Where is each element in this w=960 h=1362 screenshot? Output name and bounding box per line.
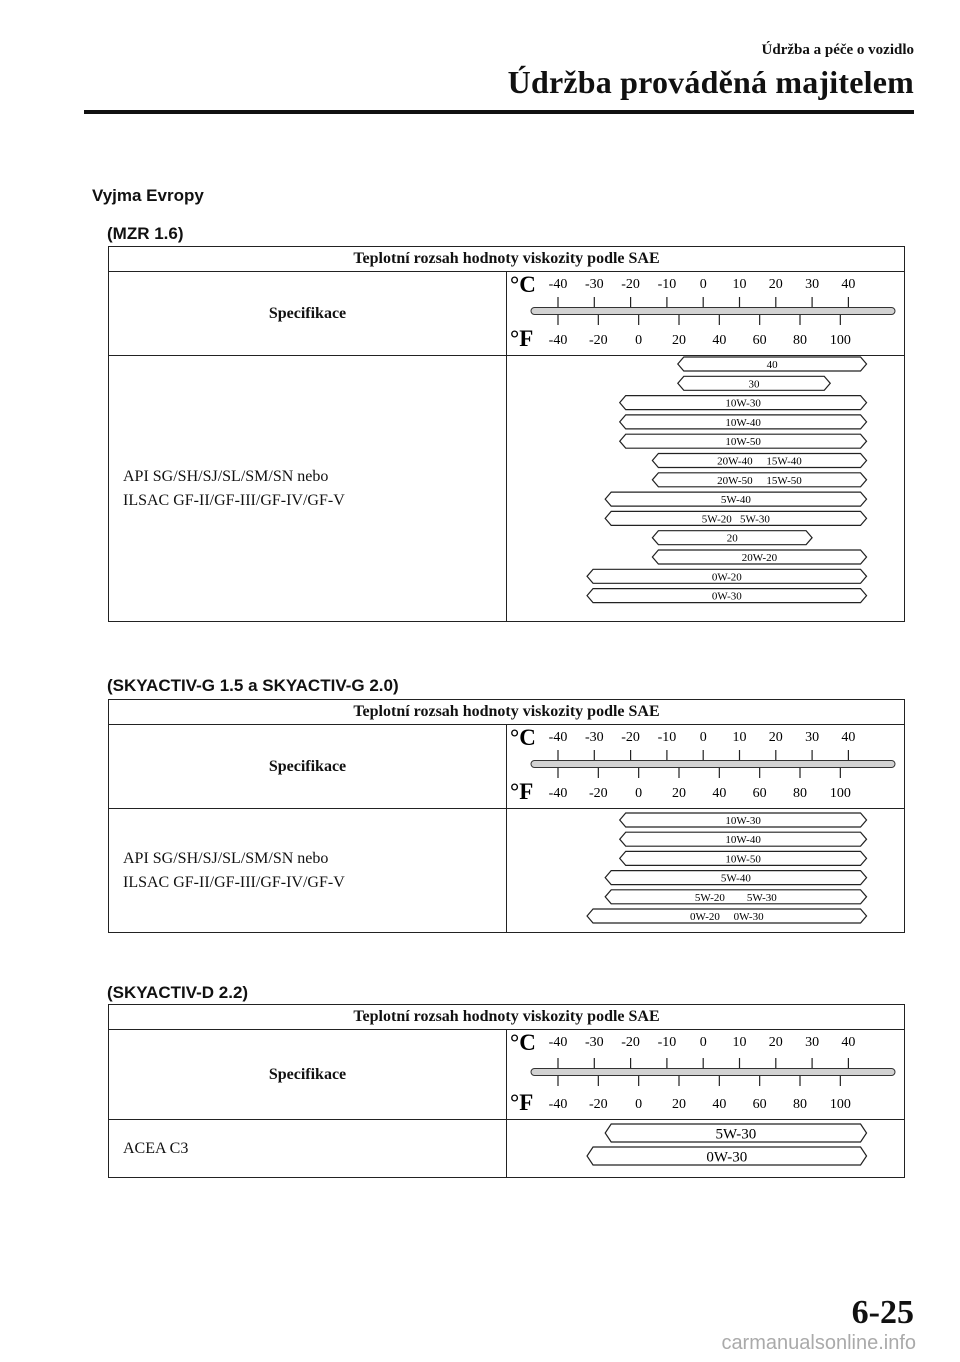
celsius-tick-label: 40 [841,277,856,292]
celsius-tick-label: 30 [805,277,820,292]
oil-spec-cell [109,1120,507,1178]
viscosity-grade-label: 5W-30 [715,1126,757,1143]
oil-spec-line: API SG/SH/SJ/SL/SM/SN nebo [123,467,329,485]
celsius-tick-label: 40 [841,1035,856,1050]
viscosity-grade-label: 20 [726,532,738,545]
celsius-unit: °C [510,272,536,297]
fahrenheit-tick-label: 60 [752,786,767,801]
page-title: Údržba prováděná majitelem [507,64,914,100]
celsius-tick-label: 20 [768,1035,783,1050]
page-number: 6-25 [851,1294,914,1331]
oil-spec-line: API SG/SH/SJ/SL/SM/SN nebo [123,849,329,867]
celsius-tick-label: -40 [548,277,568,292]
fahrenheit-tick-label: 60 [752,1097,767,1112]
fahrenheit-tick-label: 40 [712,333,727,348]
celsius-tick-label: -10 [657,277,677,292]
viscosity-table-1 [108,699,905,933]
watermark: carmanualsonline.info [721,1332,916,1354]
spec-label: Specifikace [109,272,507,356]
fahrenheit-tick-label: 0 [635,786,643,801]
celsius-tick-label: -10 [657,730,677,745]
fahrenheit-tick-label: -40 [548,333,568,348]
temperature-scale [507,1030,901,1114]
celsius-tick-label: 20 [768,730,783,745]
viscosity-grade-label: 20W-50 15W-50 [717,474,802,487]
temperature-scale [507,272,901,350]
fahrenheit-tick-label: 0 [635,1097,643,1112]
viscosity-grade-label: 10W-40 [725,416,761,429]
celsius-tick-label: 40 [841,730,856,745]
temperature-scale-cell [507,725,905,809]
viscosity-table-2 [108,1004,905,1178]
fahrenheit-tick-label: 80 [793,1097,807,1112]
spec-label: Specifikace [109,725,507,809]
viscosity-bars-cell [507,809,905,933]
engine-label-0: (MZR 1.6) [107,224,184,243]
celsius-tick-label: 10 [732,277,747,292]
celsius-tick-label: -30 [584,1035,604,1050]
viscosity-bars [507,356,901,616]
celsius-tick-label: -40 [548,1035,568,1050]
oil-spec-line: ACEA C3 [123,1139,189,1157]
fahrenheit-tick-label: 100 [829,1097,851,1112]
fahrenheit-tick-label: -20 [588,333,608,348]
viscosity-grade-label: 0W-30 [706,1149,748,1166]
viscosity-grade-label: 40 [766,358,778,371]
viscosity-grade-label: 10W-50 [725,436,761,449]
viscosity-table-0 [108,246,905,622]
celsius-tick-label: -40 [548,730,568,745]
fahrenheit-tick-label: 20 [672,333,686,348]
viscosity-grade-label: 5W-40 [720,494,751,507]
fahrenheit-tick-label: 40 [712,786,727,801]
viscosity-grade-label: 0W-20 0W-30 [689,910,764,923]
celsius-tick-label: -10 [657,1035,677,1050]
fahrenheit-tick-label: 100 [829,333,851,348]
viscosity-bars-cell [507,356,905,622]
thermometer-bar [531,1069,895,1076]
viscosity-grade-label: 10W-40 [725,834,761,847]
fahrenheit-tick-label: 0 [635,333,643,348]
viscosity-grade-label: 5W-20 5W-30 [694,891,777,904]
viscosity-grade-label: 0W-20 [711,571,742,584]
table-title: Teplotní rozsah hodnoty viskozity podle SAE [109,1005,905,1030]
celsius-tick-label: -20 [621,1035,640,1050]
fahrenheit-unit: °F [510,779,534,803]
fahrenheit-tick-label: 20 [672,1097,686,1112]
fahrenheit-tick-label: -20 [588,1097,608,1112]
fahrenheit-tick-label: 20 [672,786,686,801]
temperature-scale [507,725,901,803]
celsius-tick-label: 0 [699,730,707,745]
table-title: Teplotní rozsah hodnoty viskozity podle SAE [109,700,905,725]
oil-spec-cell [109,809,507,933]
oil-spec-line: ILSAC GF-II/GF-III/GF-IV/GF-V [123,491,345,509]
region-label: Vyjma Evropy [92,186,204,205]
oil-spec-line: ILSAC GF-II/GF-III/GF-IV/GF-V [123,873,345,891]
thermometer-bar [531,761,895,768]
celsius-tick-label: 30 [805,1035,820,1050]
celsius-tick-label: 10 [732,730,747,745]
fahrenheit-unit: °F [510,326,534,350]
fahrenheit-tick-label: 60 [752,333,767,348]
celsius-tick-label: -20 [621,277,640,292]
viscosity-grade-label: 5W-20 5W-30 [701,513,770,526]
table-title: Teplotní rozsah hodnoty viskozity podle SAE [109,247,905,272]
viscosity-grade-label: 20W-20 [741,551,778,564]
fahrenheit-tick-label: 80 [793,786,807,801]
celsius-tick-label: -30 [584,730,604,745]
celsius-tick-label: 10 [732,1035,747,1050]
viscosity-grade-label: 10W-50 [725,853,761,866]
viscosity-grade-label: 20W-40 15W-40 [717,455,802,468]
viscosity-grade-label: 5W-40 [720,872,751,885]
viscosity-grade-label: 0W-30 [711,590,742,603]
viscosity-grade-label: 10W-30 [725,814,761,827]
viscosity-grade-label: 30 [748,378,760,391]
viscosity-bars [507,809,901,927]
engine-label-2: (SKYACTIV-D 2.2) [107,983,249,1002]
fahrenheit-tick-label: -40 [548,786,568,801]
celsius-tick-label: 20 [768,277,783,292]
fahrenheit-tick-label: -40 [548,1097,568,1112]
fahrenheit-tick-label: 40 [712,1097,727,1112]
viscosity-grade-label: 10W-30 [725,397,761,410]
thermometer-bar [531,308,895,315]
fahrenheit-tick-label: 80 [793,333,807,348]
header-section: Údržba a péče o vozidlo [761,42,914,58]
oil-spec-cell [109,356,507,622]
fahrenheit-tick-label: 100 [829,786,851,801]
celsius-unit: °C [510,725,536,750]
celsius-unit: °C [510,1030,536,1055]
engine-label-1: (SKYACTIV-G 1.5 a SKYACTIV-G 2.0) [107,676,399,695]
celsius-tick-label: 0 [699,277,707,292]
viscosity-bars [507,1120,901,1172]
fahrenheit-tick-label: -20 [588,786,608,801]
celsius-tick-label: -20 [621,730,640,745]
celsius-tick-label: 0 [699,1035,707,1050]
temperature-scale-cell [507,1030,905,1120]
temperature-scale-cell [507,272,905,356]
fahrenheit-unit: °F [510,1090,534,1114]
celsius-tick-label: -30 [584,277,604,292]
spec-label: Specifikace [109,1030,507,1120]
viscosity-bars-cell [507,1120,905,1178]
celsius-tick-label: 30 [805,730,820,745]
header-rule [84,110,914,114]
